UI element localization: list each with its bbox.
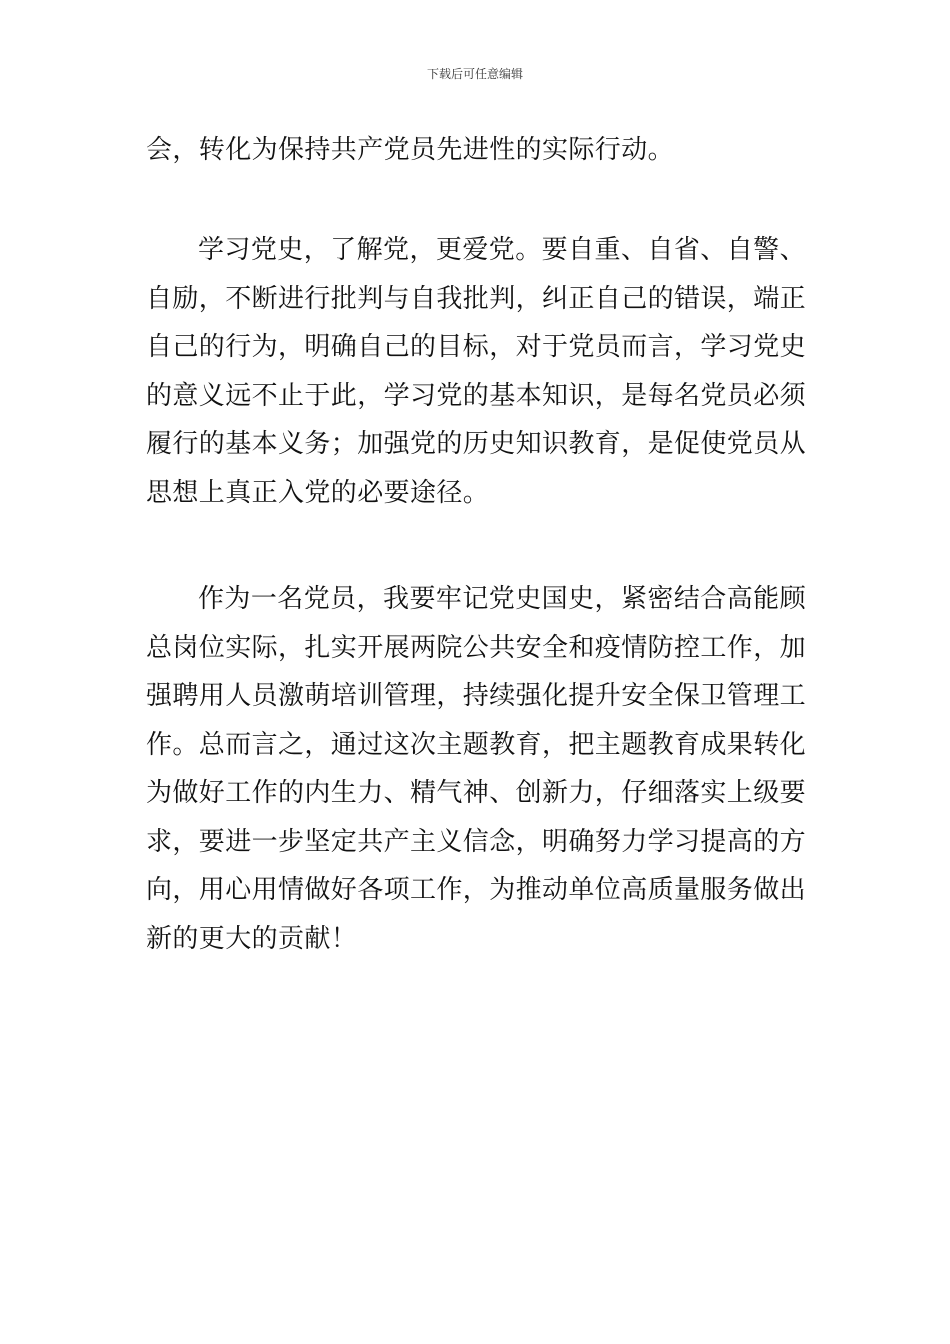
paragraph-party-history: 学习党史，了解党，更爱党。要自重、自省、自警、自励，不断进行批判与自我批判，纠正自己的错误，端正自己的行为，明确自己的目标，对于党员而言，学习党史的意义远不止于此，学习党的基本知识，是每名党员必须履行的基本义务；加强党的历史知识教育，是促使党员从思想上真正入党的必要途径。	[146, 235, 807, 508]
paragraph-commitment: 作为一名党员，我要牢记党史国史，紧密结合高能顾总岗位实际，扎实开展两院公共安全和疫情防控工作，加强聘用人员激萌培训管理，持续强化提升安全保卫管理工作。总而言之，通过这次主题教育，把主题教育成果转化为做好工作的内生力、精气神、创新力，仔细落实上级要求，要进一步坚定共产主义信念，明确努力学习提高的方向，用心用情做好各项工作，为推动单位高质量服务做出新的更大的贡献！	[146, 584, 807, 954]
paragraph-continuation: 会，转化为保持共产党员先进性的实际行动。	[146, 135, 675, 165]
header-note: 下载后可任意编辑	[426, 67, 523, 81]
